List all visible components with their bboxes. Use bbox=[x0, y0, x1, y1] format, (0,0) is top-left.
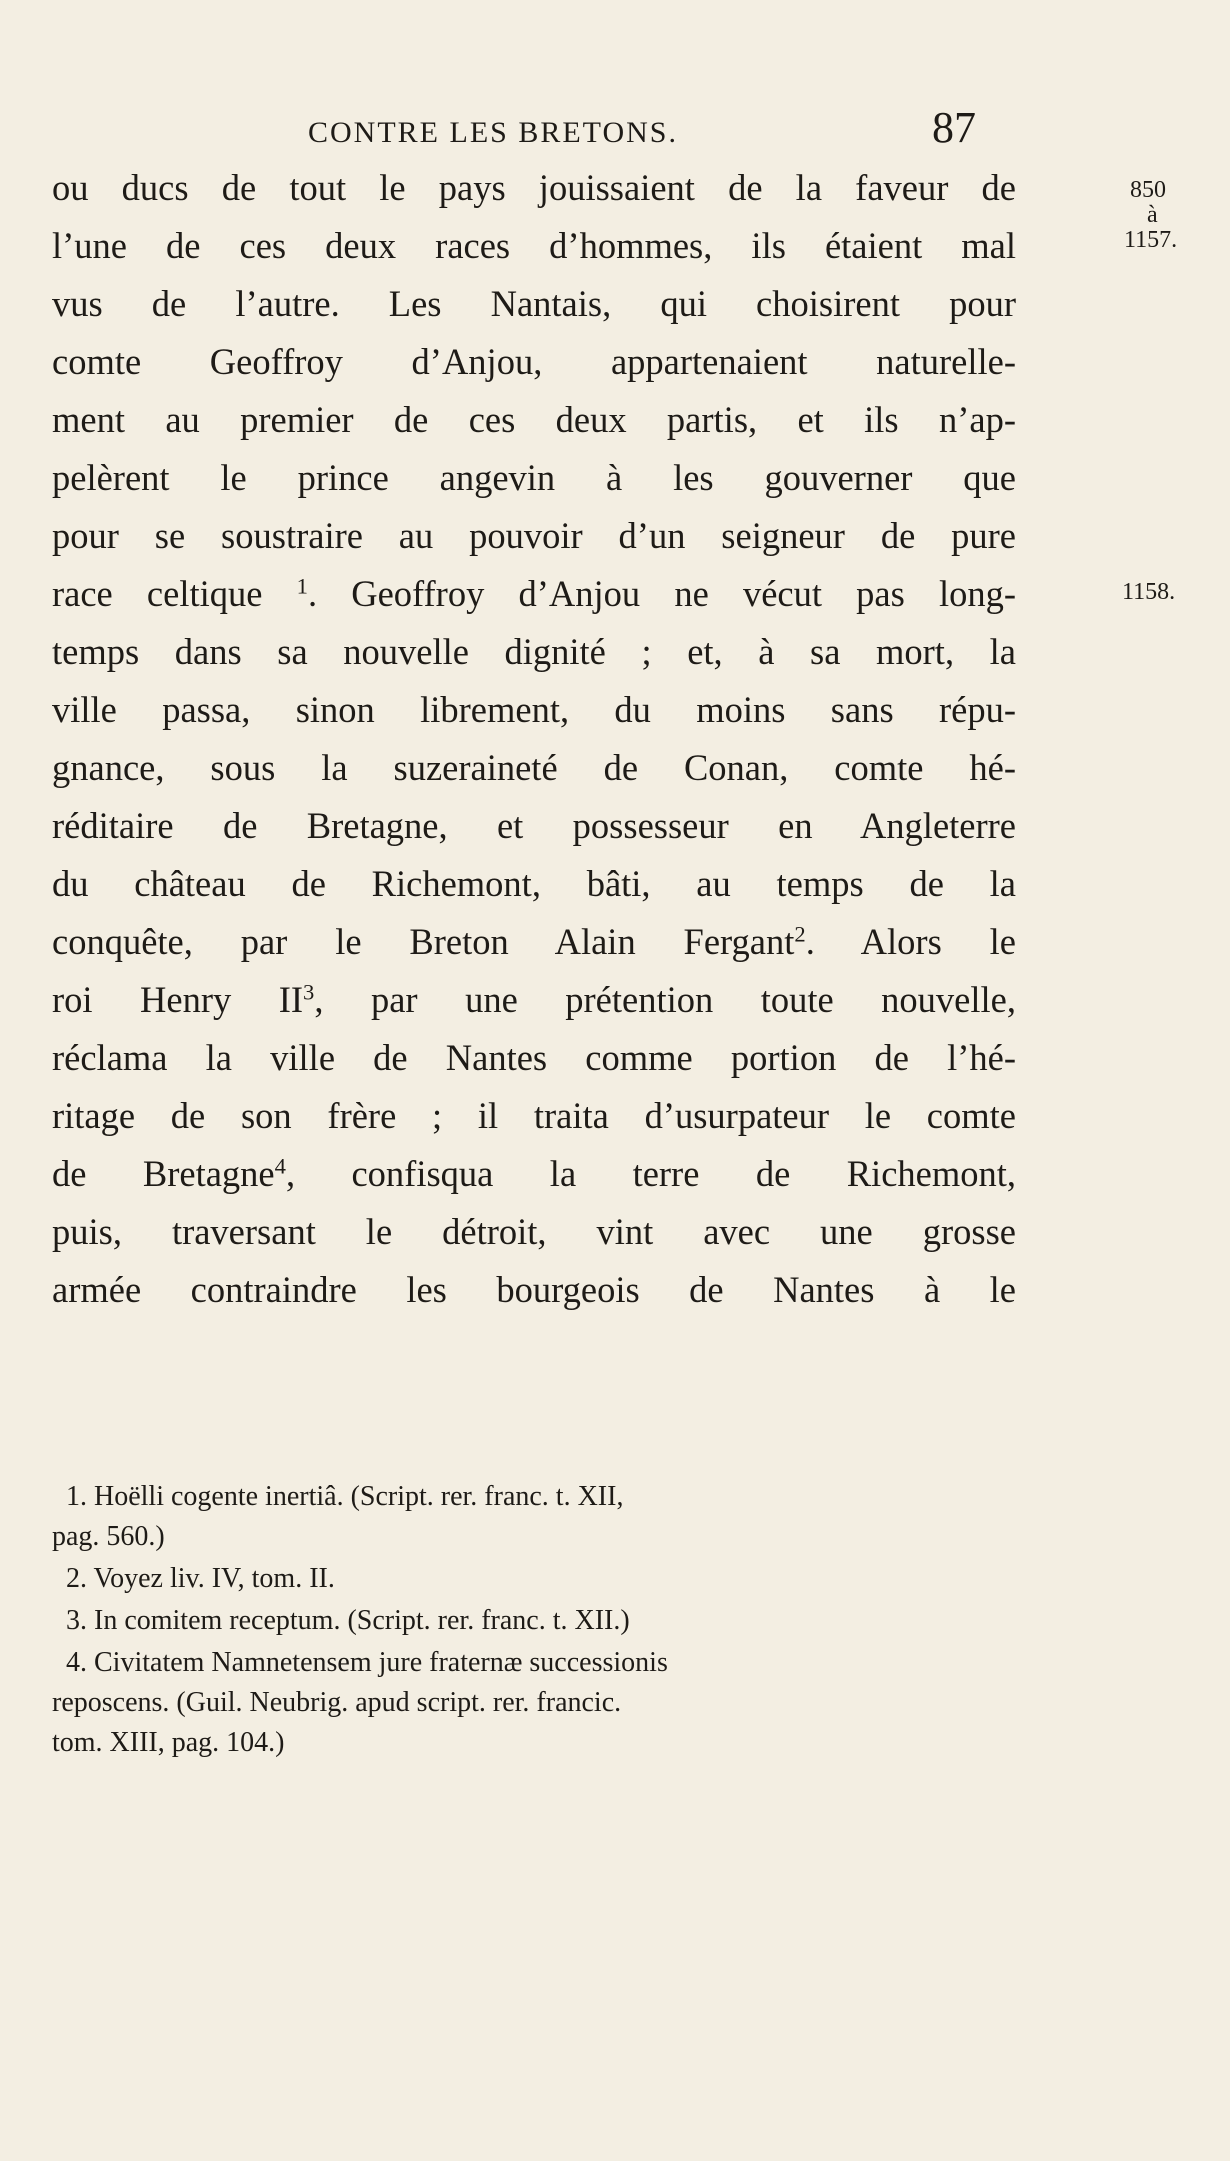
text-line: gnance, sous la suzeraineté de Conan, comte hé- bbox=[52, 747, 1016, 788]
footnote-number: 1. bbox=[66, 1481, 87, 1512]
footnote bbox=[66, 1478, 1012, 1516]
text-line bbox=[52, 570, 1016, 618]
text-segment: conquête, par le Breton Alain Fergant bbox=[52, 921, 795, 962]
text-line: pelèrent le prince angevin à les gouverner que bbox=[52, 457, 1016, 498]
margin-date: 1158. bbox=[1122, 579, 1176, 605]
footnote bbox=[66, 1560, 1012, 1598]
footnote-continuation: tom. XIII, pag. 104.) bbox=[52, 1727, 285, 1758]
margin-date-end: 1157. bbox=[1124, 227, 1178, 253]
text-line: comte Geoffroy d’Anjou, appartenaient naturelle- bbox=[52, 341, 1016, 382]
text-line: armée contraindre les bourgeois de Nantes à le bbox=[52, 1269, 1016, 1310]
text-line bbox=[52, 976, 1016, 1024]
footnote-ref: 2 bbox=[794, 921, 806, 947]
running-head bbox=[300, 103, 980, 158]
text-segment: . Alors le bbox=[805, 921, 1016, 962]
text-line: réditaire de Bretagne, et possesseur en Angleterre bbox=[52, 805, 1016, 846]
text-line: pour se soustraire au pouvoir d’un seigneur de pure bbox=[52, 515, 1016, 556]
footnote-continuation: pag. 560.) bbox=[52, 1521, 165, 1552]
text-segment: . Geoffroy d’Anjou ne vécut pas long- bbox=[307, 573, 1017, 614]
footnote-number: 3. bbox=[66, 1605, 87, 1636]
text-line: ou ducs de tout le pays jouissaient de la faveur de bbox=[52, 167, 1016, 208]
text-line bbox=[52, 1150, 1016, 1198]
footnote bbox=[66, 1644, 1012, 1682]
footnote-text: Civitatem Namnetensem jure fraternæ successionis bbox=[94, 1647, 668, 1678]
footnote-text: In comitem receptum. (Script. rer. franc. t. XII.) bbox=[94, 1605, 630, 1636]
text-segment: de Bretagne bbox=[52, 1153, 275, 1194]
text-line: vus de l’autre. Les Nantais, qui choisirent pour bbox=[52, 283, 1016, 324]
text-line bbox=[52, 918, 1016, 966]
footnote-number: 4. bbox=[66, 1647, 87, 1678]
text-line: l’une de ces deux races d’hommes, ils étaient mal bbox=[52, 225, 1016, 266]
footnote-ref: 4 bbox=[274, 1153, 286, 1179]
footnote bbox=[66, 1602, 1012, 1640]
running-title: CONTRE LES BRETONS. bbox=[308, 116, 678, 149]
text-line: du château de Richemont, bâti, au temps de la bbox=[52, 863, 1016, 904]
footnote-ref: 3 bbox=[303, 979, 315, 1005]
page-number: 87 bbox=[932, 103, 976, 152]
text-line: ville passa, sinon librement, du moins sans répu- bbox=[52, 689, 1016, 730]
footnote-text: Voyez liv. IV, tom. II. bbox=[93, 1563, 335, 1594]
text-segment: , confisqua la terre de Richemont, bbox=[285, 1153, 1016, 1194]
text-line: ment au premier de ces deux partis, et ils n’ap- bbox=[52, 399, 1016, 440]
text-segment: , par une prétention toute nouvelle, bbox=[314, 979, 1016, 1020]
footnote-ref: 1 bbox=[296, 573, 308, 599]
text-line: puis, traversant le détroit, vint avec une grosse bbox=[52, 1211, 1016, 1252]
margin-date-start: 850 bbox=[1130, 177, 1166, 203]
footnote-text: Hoëlli cogente inertiâ. (Script. rer. franc. t. XII, bbox=[94, 1481, 624, 1512]
footnote-continuation: reposcens. (Guil. Neubrig. apud script. rer. francic. bbox=[52, 1687, 622, 1718]
text-line: ritage de son frère ; il traita d’usurpateur le comte bbox=[52, 1095, 1016, 1136]
text-line: réclama la ville de Nantes comme portion de l’hé- bbox=[52, 1037, 1016, 1078]
text-segment: race celtique bbox=[52, 573, 263, 614]
margin-date-word: à bbox=[1147, 202, 1158, 228]
text-segment: roi Henry II bbox=[52, 979, 304, 1020]
footnote-number: 2. bbox=[66, 1563, 87, 1594]
text-line: temps dans sa nouvelle dignité ; et, à sa mort, la bbox=[52, 631, 1016, 672]
